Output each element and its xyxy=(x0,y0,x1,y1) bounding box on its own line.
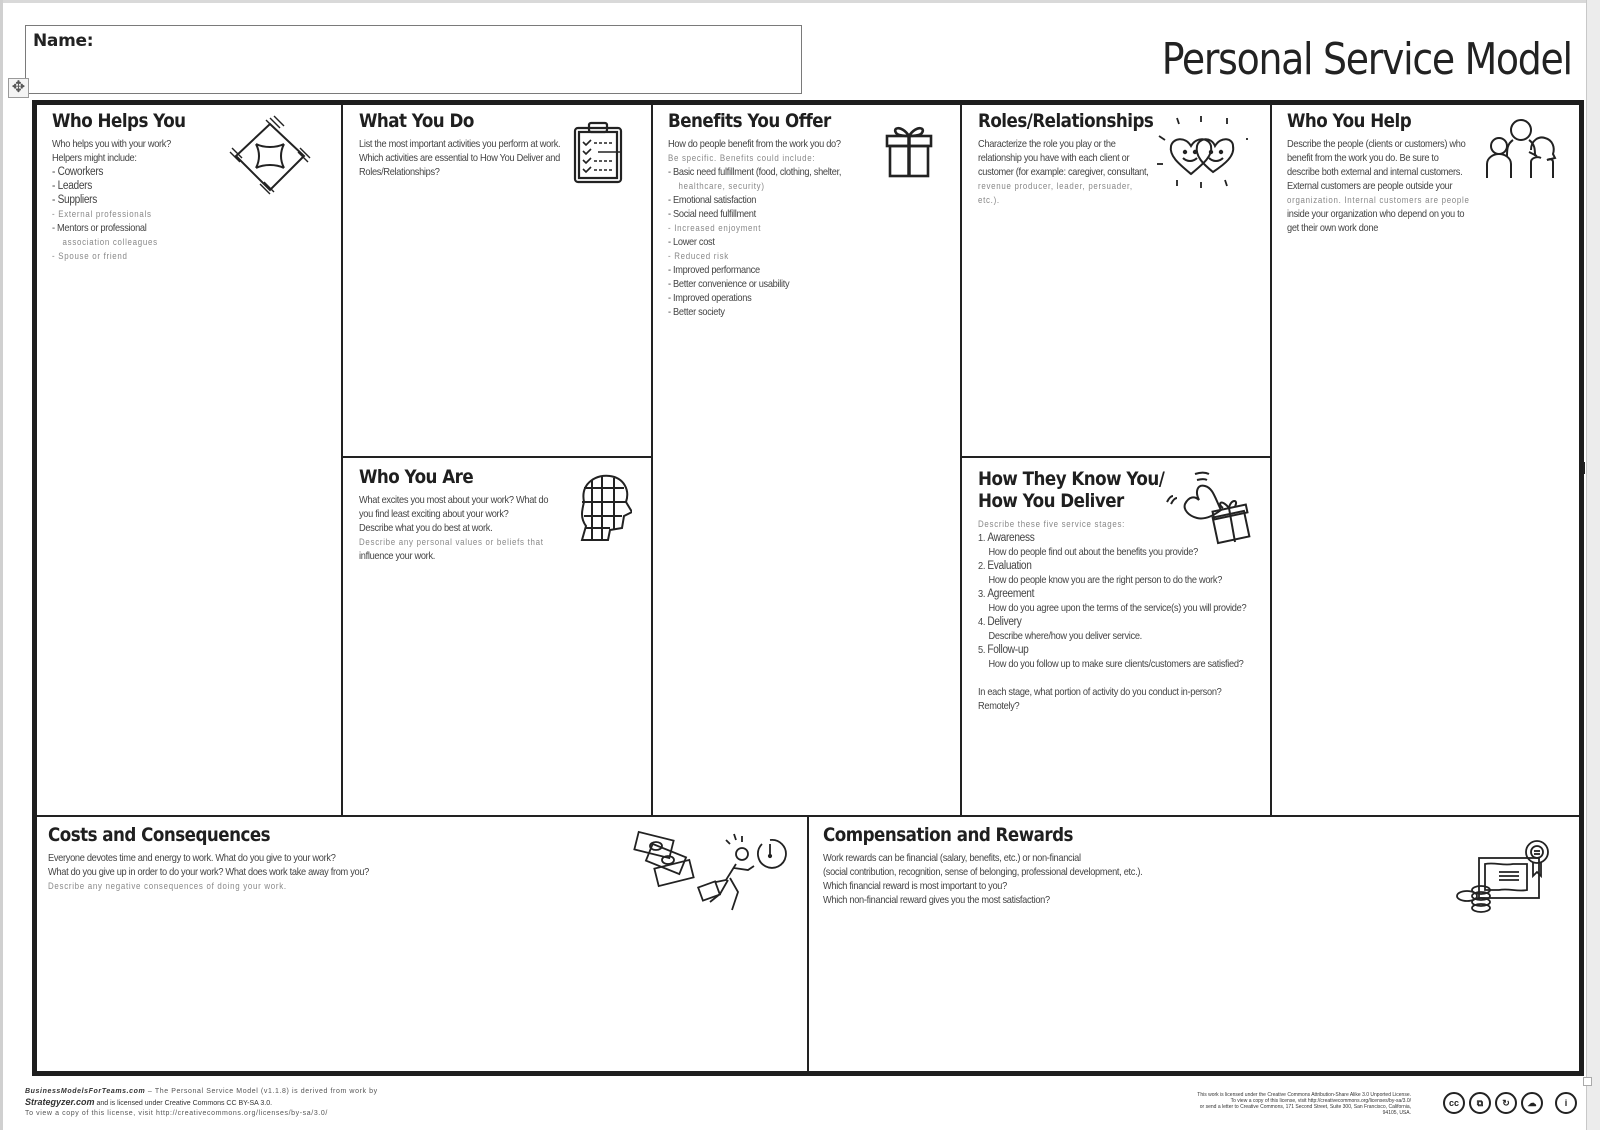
desc-line: Work rewards can be financial (salary, benefits, etc.) or non-financial xyxy=(823,852,1081,864)
desc-line: - Improved performance xyxy=(668,264,760,276)
block-description xyxy=(52,137,228,263)
desc-line: Everyone devotes time and energy to work. What do you give to your work? xyxy=(48,852,336,864)
desc-line: organization. Internal customers are people xyxy=(1287,195,1470,205)
stage-item xyxy=(978,615,1260,629)
head-profile-icon xyxy=(576,472,632,542)
block-description xyxy=(48,851,470,893)
desc-line: inside your organization who depend on you to xyxy=(1287,208,1465,220)
closing-question: In each stage, what portion of activity do you conduct in-person? Remotely? xyxy=(978,686,1222,712)
desc-line: Which activities are essential to How You Deliver and xyxy=(359,152,560,164)
remix-icon: ☁ xyxy=(1521,1092,1543,1114)
desc-line: - Improved operations xyxy=(668,292,752,304)
stage-description: Describe where/how you deliver service. xyxy=(988,630,1142,642)
desc-line: relationship you have with each client or xyxy=(978,152,1130,164)
desc-line: Describe any personal values or beliefs that xyxy=(359,537,544,547)
divider xyxy=(341,456,652,458)
block-description xyxy=(359,137,570,179)
desc-line: Describe the people (clients or customers) who xyxy=(1287,138,1466,150)
divider xyxy=(807,816,809,1071)
desc-line: describe both external and internal customers. xyxy=(1287,166,1463,178)
block-title: Roles/Relationships xyxy=(978,110,1154,132)
divider xyxy=(341,105,343,816)
page-edge-top xyxy=(0,0,1600,3)
desc-line: Be specific. Benefits could include: xyxy=(668,153,816,163)
block-description xyxy=(1287,137,1489,235)
desc-line: Roles/Relationships? xyxy=(359,166,440,178)
divider xyxy=(960,105,962,816)
stage-name: Evaluation xyxy=(987,560,1032,572)
stage-name: Follow-up xyxy=(987,644,1029,656)
footer-license-url: To view a copy of this license, visit http://creativecommons.org/licenses/by-sa/3.0/ xyxy=(25,1110,328,1117)
stage-number: 3. xyxy=(978,588,986,600)
footer-text: – The Personal Service Model (v1.1.8) is derived from work by xyxy=(145,1088,378,1095)
desc-line: External customers are people outside your xyxy=(1287,180,1453,192)
desc-line: - Increased enjoyment xyxy=(668,223,762,233)
page-edge-right xyxy=(1586,0,1600,1130)
desc-line: customer (for example: caregiver, consultant, xyxy=(978,166,1149,178)
desc-line: (social contribution, recognition, sense of belonging, professional development, etc.). xyxy=(823,866,1143,878)
people-group-icon xyxy=(1485,116,1557,180)
stage-name: Delivery xyxy=(987,616,1022,628)
desc-line: - Social need fulfillment xyxy=(668,208,756,220)
desc-line: Which financial reward is most important to you? xyxy=(823,880,1007,892)
desc-line: healthcare, security) xyxy=(678,181,765,191)
desc-line: List the most important activities you perform at work. xyxy=(359,138,561,150)
block-title: Who Helps You xyxy=(52,110,186,132)
name-field[interactable] xyxy=(25,25,802,94)
desc-line: How do people benefit from the work you do? xyxy=(668,138,841,150)
name-label: Name: xyxy=(33,31,94,51)
stage-description: How do you agree upon the terms of the service(s) you will provide? xyxy=(988,602,1247,614)
hands-circle-icon xyxy=(226,114,314,198)
stage-item xyxy=(978,559,1260,573)
move-handle-icon[interactable]: ✥ xyxy=(8,78,29,98)
block-compensation-and-rewards[interactable] xyxy=(823,824,1423,907)
block-title: What You Do xyxy=(359,110,474,132)
desc-line: Which non-financial reward gives you the most satisfaction? xyxy=(823,894,1050,906)
stage-name: Awareness xyxy=(987,532,1035,544)
desc-line: - Spouse or friend xyxy=(52,251,128,261)
attribution-icon: i xyxy=(1555,1092,1577,1114)
clipboard-checklist-icon xyxy=(572,120,624,184)
cc-license-badges xyxy=(1443,1092,1577,1114)
copy-icon: ⧉ xyxy=(1469,1092,1491,1114)
desc-line: - Coworkers xyxy=(52,166,104,178)
desc-line: you find least exciting about your work? xyxy=(359,508,509,520)
desc-line: benefit from the work you do. Be sure to xyxy=(1287,152,1439,164)
stage-number: 1. xyxy=(978,532,986,544)
desc-line: What excites you most about your work? What do xyxy=(359,494,549,506)
certificate-coins-icon xyxy=(1455,838,1555,914)
desc-line: Describe what you do best at work. xyxy=(359,522,493,534)
block-description xyxy=(978,137,1154,207)
desc-line: Who helps you with your work? xyxy=(52,138,171,150)
desc-line: - External professionals xyxy=(52,209,152,219)
desc-line: What do you give up in order to do your work? What does work take away from you? xyxy=(48,866,370,878)
block-title: Benefits You Offer xyxy=(668,110,831,132)
desc-line: - Mentors or professional xyxy=(52,222,147,234)
desc-line: association colleagues xyxy=(62,237,158,247)
block-title: Costs and Consequences xyxy=(48,824,271,846)
brand-link[interactable]: BusinessModelsForTeams.com xyxy=(25,1088,146,1095)
stage-description: How do you follow up to make sure clients/customers are satisfied? xyxy=(988,658,1244,670)
stage-description: How do people know you are the right person to do the work? xyxy=(988,574,1223,586)
divider xyxy=(651,105,653,816)
footer-text: or send a letter to Creative Commons, 171 Second Street, Suite 300, San Francisco, California, 94105, USA. xyxy=(1199,1104,1411,1116)
stage-name: Agreement xyxy=(987,588,1035,600)
desc-line: - Lower cost xyxy=(668,236,715,248)
block-title: Who You Are xyxy=(359,466,474,488)
page-edge-left xyxy=(0,0,3,1130)
winged-gift-icon xyxy=(1165,466,1255,552)
footer-license xyxy=(1185,1092,1411,1116)
desc-line: Describe these five service stages: xyxy=(978,519,1126,529)
share-alike-icon: ↻ xyxy=(1495,1092,1517,1114)
desc-line: - Basic need fulfillment (food, clothing, shelter, xyxy=(668,166,842,178)
footer-text: This work is licensed under the Creative Commons Attribution-Share Alike 3.0 Unported License. xyxy=(1197,1092,1411,1098)
gift-box-icon xyxy=(885,122,933,178)
desc-line: - Leaders xyxy=(52,180,92,192)
cc-icon: cc xyxy=(1443,1092,1465,1114)
text-cursor xyxy=(1583,462,1585,474)
stage-item xyxy=(978,587,1260,601)
stage-description: How do people find out about the benefits you provide? xyxy=(988,546,1198,558)
desc-line: Helpers might include: xyxy=(52,152,137,164)
desc-line: revenue producer, leader, persuader, etc.). xyxy=(978,181,1133,205)
stage-item xyxy=(978,643,1260,657)
desc-line: - Emotional satisfaction xyxy=(668,194,757,206)
block-title: Who You Help xyxy=(1287,110,1412,132)
desc-line: Characterize the role you play or the xyxy=(978,138,1116,150)
stage-number: 5. xyxy=(978,644,986,656)
desc-line: get their own work done xyxy=(1287,222,1379,234)
footer-text: To view a copy of this license, visit http://creativecommons.org/licenses/by-sa/3.0/ xyxy=(1230,1098,1411,1104)
stage-number: 4. xyxy=(978,616,986,628)
page-title: Personal Service Model xyxy=(1161,34,1572,85)
money-running-clock-icon xyxy=(630,830,790,916)
desc-line: influence your work. xyxy=(359,550,436,562)
desc-line: - Better society xyxy=(668,306,725,318)
footer-text: and is licensed under Creative Commons CC BY-SA 3.0. xyxy=(94,1100,273,1107)
stage-number: 2. xyxy=(978,560,986,572)
block-title: Compensation and Rewards xyxy=(823,824,1073,846)
strategyzer-link[interactable]: Strategyzer.com xyxy=(25,1097,95,1107)
desc-line: - Suppliers xyxy=(52,194,97,206)
block-description xyxy=(823,851,1281,907)
divider xyxy=(960,456,1271,458)
block-title: How They Know You/ xyxy=(978,468,1165,490)
block-title: How You Deliver xyxy=(978,490,1124,512)
block-description xyxy=(668,137,862,319)
desc-line: - Reduced risk xyxy=(668,251,729,261)
desc-line: Describe any negative consequences of doing your work. xyxy=(48,881,287,891)
block-description xyxy=(359,493,570,563)
footer-attribution xyxy=(25,1087,378,1119)
smiling-hearts-icon xyxy=(1155,114,1251,192)
resize-handle[interactable] xyxy=(1583,1077,1592,1086)
desc-line: - Better convenience or usability xyxy=(668,278,790,290)
